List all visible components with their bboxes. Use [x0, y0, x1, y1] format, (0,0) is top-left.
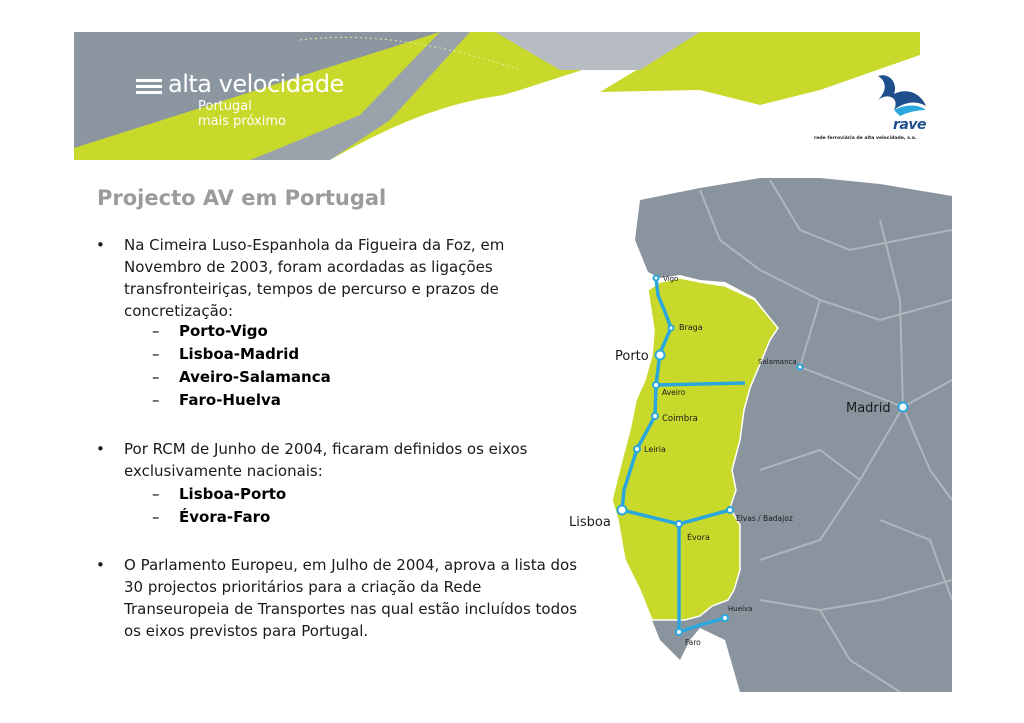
- item-label: Lisboa-Madrid: [179, 345, 300, 363]
- item-label: Aveiro-Salamanca: [179, 368, 331, 386]
- item-label: Porto-Vigo: [179, 322, 268, 340]
- station-evora: [676, 521, 682, 527]
- station-coimbra: [652, 413, 658, 419]
- label-elvas: Elvas / Badajoz: [736, 514, 793, 523]
- item-label: Évora-Faro: [179, 508, 271, 526]
- brand-logo-mark: [136, 79, 162, 97]
- bullet-2: [96, 438, 581, 482]
- bullet-1-text: Na Cimeira Luso-Espanhola da Figueira da Foz, em Novembro de 2003, foram acordadas as ligações transfronteiriças, tempos de percurso e prazos de concretização:: [124, 236, 505, 320]
- item-label: Faro-Huelva: [179, 391, 281, 409]
- label-coimbra: Coimbra: [662, 414, 698, 424]
- brand-title: alta velocidade: [168, 70, 344, 98]
- bullet-1: [96, 234, 581, 322]
- station-aveiro: [653, 382, 659, 388]
- bullet-dot: •: [96, 556, 105, 574]
- station-porto: [656, 351, 665, 360]
- label-salamanca: Salamanca: [758, 358, 797, 366]
- station-vigo: [654, 276, 659, 281]
- label-faro: Faro: [685, 638, 701, 647]
- label-vigo: Vigo: [663, 275, 679, 283]
- label-lisboa: Lisboa: [569, 515, 611, 530]
- brand-subtitle-line-1: Portugal: [198, 99, 252, 114]
- company-name: rave: [893, 117, 926, 133]
- label-leiria: Leiria: [644, 445, 666, 454]
- bullet-3: [96, 554, 581, 642]
- station-braga: [669, 326, 674, 331]
- bullet-2-text: Por RCM de Junho de 2004, ficaram definidos os eixos exclusivamente nacionais:: [124, 440, 528, 480]
- company-tagline: rede ferroviária de alta velocidade, s.a.: [814, 136, 917, 141]
- station-salamanca: [798, 365, 803, 370]
- label-porto: Porto: [615, 349, 649, 364]
- iberia-map: [560, 170, 952, 692]
- rave-logo-icon: [872, 70, 928, 116]
- station-leiria: [634, 446, 640, 452]
- bullet-2-item-1: – Lisboa-Porto: [152, 485, 287, 503]
- bullet-2-item-2: – Évora-Faro: [152, 508, 271, 526]
- label-braga: Braga: [679, 323, 703, 332]
- label-huelva: Huelva: [728, 605, 753, 613]
- bullet-3-text: O Parlamento Europeu, em Julho de 2004, aprova a lista dos 30 projectos prioritários para a criação da Rede Transeuropeia de Transportes nas qual estão incluídos todos os eixos previstos para Portugal.: [124, 556, 578, 640]
- bullet-1-item-2: – Lisboa-Madrid: [152, 345, 300, 363]
- station-huelva: [722, 615, 728, 621]
- label-evora: Évora: [687, 533, 710, 542]
- station-lisboa: [618, 506, 627, 515]
- label-aveiro: Aveiro: [662, 388, 686, 397]
- label-madrid: Madrid: [846, 401, 891, 416]
- station-elvas: [727, 507, 733, 513]
- bullet-dot: •: [96, 236, 105, 254]
- bullet-1-item-4: – Faro-Huelva: [152, 391, 281, 409]
- bullet-1-item-1: – Porto-Vigo: [152, 322, 268, 340]
- bullet-dot: •: [96, 440, 105, 458]
- station-madrid: [899, 403, 908, 412]
- page-title: Projecto AV em Portugal: [97, 186, 387, 210]
- station-faro: [676, 629, 682, 635]
- bullet-1-item-3: – Aveiro-Salamanca: [152, 368, 331, 386]
- brand-subtitle: [198, 99, 286, 129]
- item-label: Lisboa-Porto: [179, 485, 287, 503]
- brand-subtitle-line-2: mais próximo: [198, 114, 286, 129]
